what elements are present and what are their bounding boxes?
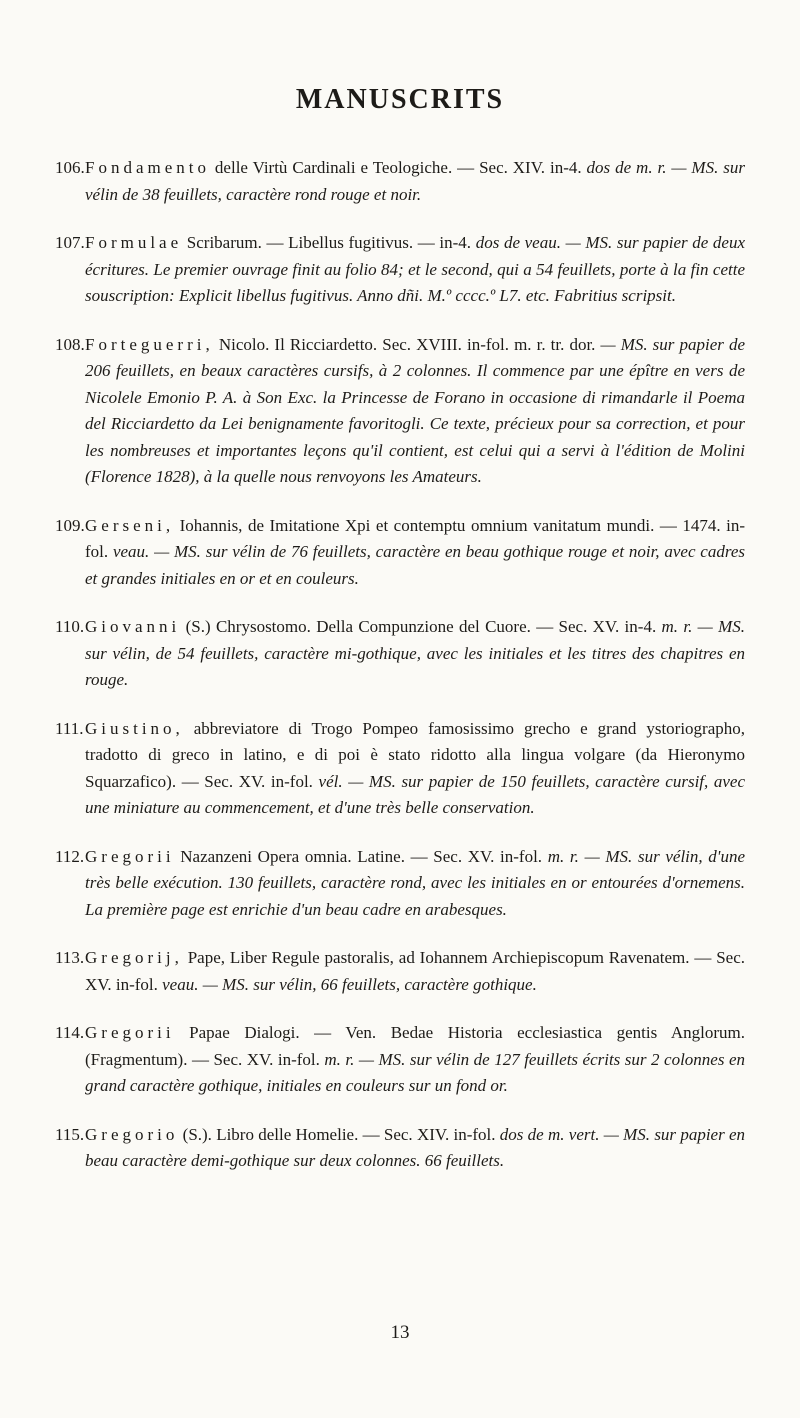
catalogue-entry xyxy=(55,614,745,694)
entry-name: Gregorii xyxy=(85,1023,175,1042)
catalogue-entry xyxy=(55,332,745,491)
entry-description: m. r. — MS. sur vélin de 127 feuillets écrits sur 2 colonnes en grand caractère gothique, initiales en couleurs sur un fond or. xyxy=(85,1049,745,1095)
page-title: MANUSCRITS xyxy=(295,84,505,115)
entry-number: 107. xyxy=(55,233,85,252)
entry-text: abbreviatore di Trogo Pompeo famosissimo grecho e grand ystoriographo, tradotto di greco in latino, e di poi è stato ridotto alla lingua volgare (da Hieronymo Squarzafico). — Sec. XV. in-fol. xyxy=(85,718,746,791)
catalogue-entry xyxy=(55,716,745,822)
entry-description: vél. — MS. sur papier de 150 feuillets, caractère cursif, avec une miniature au commencement, et d'une très belle conservation. xyxy=(85,771,745,817)
catalogue-entry xyxy=(55,230,745,310)
entry-description: dos de m. r. — MS. sur vélin de 38 feuillets, caractère rond rouge et noir. xyxy=(85,158,745,204)
entry-description: dos de veau. — MS. sur papier de deux écritures. Le premier ouvrage finit au folio 84; et le second, qui a 54 feuillets, porte à la fin cette souscription: Explicit libellus fugitivus. Anno dñi. M.º cccc.º L7. etc. Fabritius scripsit. xyxy=(85,233,746,305)
entry-number: 112. xyxy=(55,846,85,866)
entry-description: m. r. — MS. sur vélin, de 54 feuillets, caractère mi-gothique, avec les initiales et les titres des chapitres en rouge. xyxy=(85,617,746,689)
entry-number: 106. xyxy=(55,158,85,177)
entry-name: Fondamento xyxy=(85,158,210,177)
entry-name: Gregorij, xyxy=(85,948,183,967)
entry-text: delle Virtù Cardinali e Teologiche. — Sec. XIV. in-4. xyxy=(214,158,582,177)
entry-name: Forteguerri, xyxy=(85,334,214,354)
catalogue-entry xyxy=(55,513,745,593)
entry-text: Pape, Liber Regule pastoralis, ad Iohannem Archiepiscopum Ravenatem. — Sec. XV. in-fol. xyxy=(85,948,746,994)
entry-description: m. r. — MS. sur vélin, d'une très belle exécution. 130 feuillets, caractère rond, avec les initiales en or entourées d'ornemens. La première page est enrichie d'un beau cadre en arabesques. xyxy=(85,846,745,919)
entry-text: Iohannis, de Imitatione Xpi et contemptu omnium vanitatum mundi. — 1474. in-fol. xyxy=(85,515,745,561)
entry-number: 114. xyxy=(55,1023,85,1042)
catalogue-entry xyxy=(55,844,745,924)
entry-number: 115. xyxy=(55,1124,85,1144)
entry-name: Gerseni, xyxy=(85,515,175,535)
entry-text: Papae Dialogi. — Ven. Bedae Historia ecclesiastica gentis Anglorum. (Fragmentum). — Sec. XV. in-fol. xyxy=(85,1023,745,1069)
entry-number: 113. xyxy=(55,948,85,967)
catalogue-entry xyxy=(55,155,745,208)
entry-number: 109. xyxy=(55,515,85,535)
entry-description: veau. — MS. sur vélin, 66 feuillets, caractère gothique. xyxy=(162,974,537,994)
entry-name: Gregorio xyxy=(85,1124,179,1144)
page-number: 13 xyxy=(390,1322,410,1343)
entry-text: (S.) Chrysostomo. Della Compunzione del Cuore. — Sec. XV. in-4. xyxy=(185,617,657,636)
entry-description: — MS. sur papier de 206 feuillets, en beaux caractères cursifs, à 2 colonnes. Il commence par une épître en vers de Nicolele Emonio P. A. à Son Exc. la Princesse de Forano in occasione di rimandarle il Poema del Ricciardetto da Lei benignamente favoritogli. Ce texte, précieux pour sa correction, et pour les nombreuses et importantes leçons qu'il contient, est celui qui a servi à l'édition de Molini (Florence 1828), à la quelle nous renvoyons les Amateurs. xyxy=(85,334,745,486)
entry-number: 108. xyxy=(55,334,85,354)
catalogue-entry xyxy=(55,1020,745,1100)
entry-text: Scribarum. — Libellus fugitivus. — in-4. xyxy=(186,233,472,252)
entry-name: Gregorii xyxy=(85,846,175,866)
entry-text: Nazanzeni Opera omnia. Latine. — Sec. XV. in-fol. xyxy=(180,846,543,866)
entry-number: 111. xyxy=(55,718,84,738)
entry-name: Giustino, xyxy=(85,718,184,738)
entry-text: Nicolo. Il Ricciardetto. Sec. XVIII. in-fol. m. r. tr. dor. xyxy=(218,334,596,354)
entry-name: Giovanni xyxy=(85,617,181,636)
entry-number: 110. xyxy=(55,617,85,636)
entry-description: veau. — MS. sur vélin de 76 feuillets, caractère en beau gothique rouge et noir, avec cadres et grandes initiales en or et en couleurs. xyxy=(85,542,745,588)
catalogue-entry xyxy=(55,1122,745,1175)
entry-list xyxy=(55,138,745,1197)
catalogue-entry xyxy=(55,945,745,998)
entry-description: dos de m. vert. — MS. sur papier en beau caractère demi-gothique sur deux colonnes. 66 feuillets. xyxy=(85,1124,746,1170)
entry-name: Formulae xyxy=(85,233,183,252)
entry-text: (S.). Libro delle Homelie. — Sec. XIV. in-fol. xyxy=(182,1124,496,1144)
